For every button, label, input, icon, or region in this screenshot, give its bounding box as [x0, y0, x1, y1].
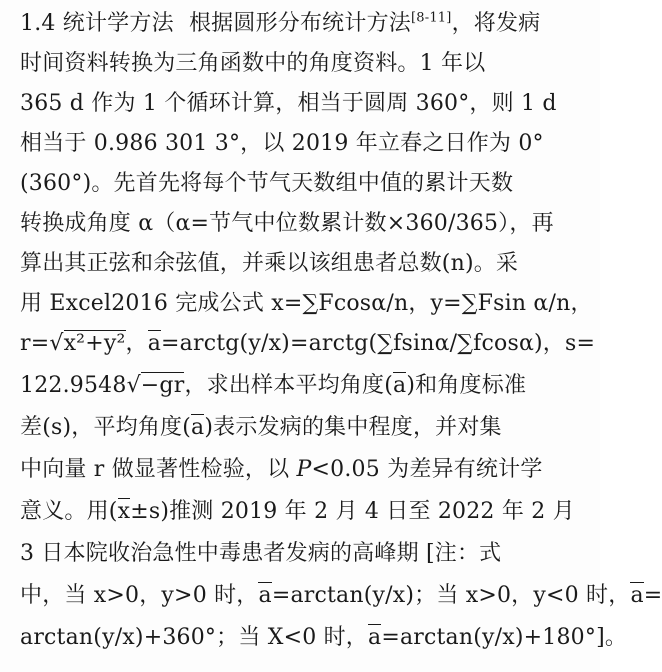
mean-angle-symbol: a [147, 331, 162, 356]
text-line-1 [20, 6, 586, 37]
text-span: 122.9548 [20, 373, 127, 398]
p-value-symbol: P [296, 457, 312, 482]
mean-angle-symbol: a [191, 415, 205, 440]
text-line-8: 用 Excel2016 完成公式 x=∑Fcosα/n，y=∑Fsin α/n， [20, 291, 593, 316]
text-line-5: (360°)。先首先将每个节气天数组中值的累计天数 [20, 171, 514, 196]
text-span: )和角度标准 [406, 373, 527, 398]
mean-x-symbol: x [117, 499, 131, 524]
radicand: x²+y² [63, 331, 126, 356]
text-line-10 [20, 368, 586, 399]
text-line-11 [20, 410, 586, 441]
radical-sign: √ [126, 373, 141, 398]
sqrt-expression [49, 330, 125, 356]
text-line-13 [20, 494, 586, 525]
mean-angle-symbol: a [368, 625, 382, 650]
text-line-16 [20, 620, 628, 651]
mean-angle-symbol: a [630, 583, 644, 608]
text-span: <0.05 为差异有统计学 [311, 457, 543, 482]
formula-r: r= [20, 331, 50, 356]
text-span: 根据圆形分布统计方法 [188, 11, 411, 36]
section-heading: 1.4 统计学方法 [20, 11, 174, 36]
text-line-9 [20, 326, 596, 357]
text-line-6: 转换成角度 α（α=节气中位数累计数×360/365），再 [20, 211, 554, 236]
text-span: ±s)推测 2019 年 2 月 4 日至 2022 年 2 月 [130, 499, 575, 524]
mean-angle-symbol: a [258, 583, 272, 608]
radicand: −gr [140, 373, 185, 398]
sqrt-expression [127, 372, 185, 398]
text-span: arctan(y/x)+360°；当 X<0 时， [20, 625, 368, 650]
text-span: =arctg(y/x)=arctg(∑fsinα/∑fcosα)，s= [161, 331, 596, 356]
text-span: =arctan(y/x)+180°]。 [381, 625, 628, 650]
text-line-4: 相当于 0.986 301 3°，以 2019 年立春之日作为 0° [20, 131, 544, 156]
text-span: 中，当 x>0，y>0 时， [20, 583, 259, 608]
text-span: ，将发病 [451, 11, 541, 36]
text-span: ， [125, 331, 148, 356]
text-span: 中向量 r 做显著性检验，以 [20, 457, 297, 482]
text-span: =arctan(y/x)；当 x>0，y<0 时， [271, 583, 631, 608]
mean-angle-symbol: a [393, 373, 407, 398]
text-span: )表示发病的集中程度，并对集 [204, 415, 502, 440]
text-line-3: 365 d 作为 1 个循环计算，相当于圆周 360°，则 1 d [20, 91, 557, 116]
text-line-2: 时间资料转换为三角函数中的角度资料。1 年以 [20, 51, 486, 76]
text-span: 意义。用( [20, 499, 118, 524]
text-span: 差(s)，平均角度( [20, 415, 192, 440]
text-span: = [643, 583, 662, 608]
text-line-7: 算出其正弦和余弦值，并乘以该组患者总数(n)。采 [20, 251, 519, 276]
citation-ref: [8-11] [411, 10, 452, 26]
text-line-15 [20, 578, 662, 609]
text-line-14: 3 日本院收治急性中毒患者发病的高峰期 [注：式 [20, 541, 502, 566]
text-span: ，求出样本平均角度( [184, 373, 394, 398]
text-line-12 [20, 452, 586, 483]
radical-sign: √ [49, 331, 64, 356]
